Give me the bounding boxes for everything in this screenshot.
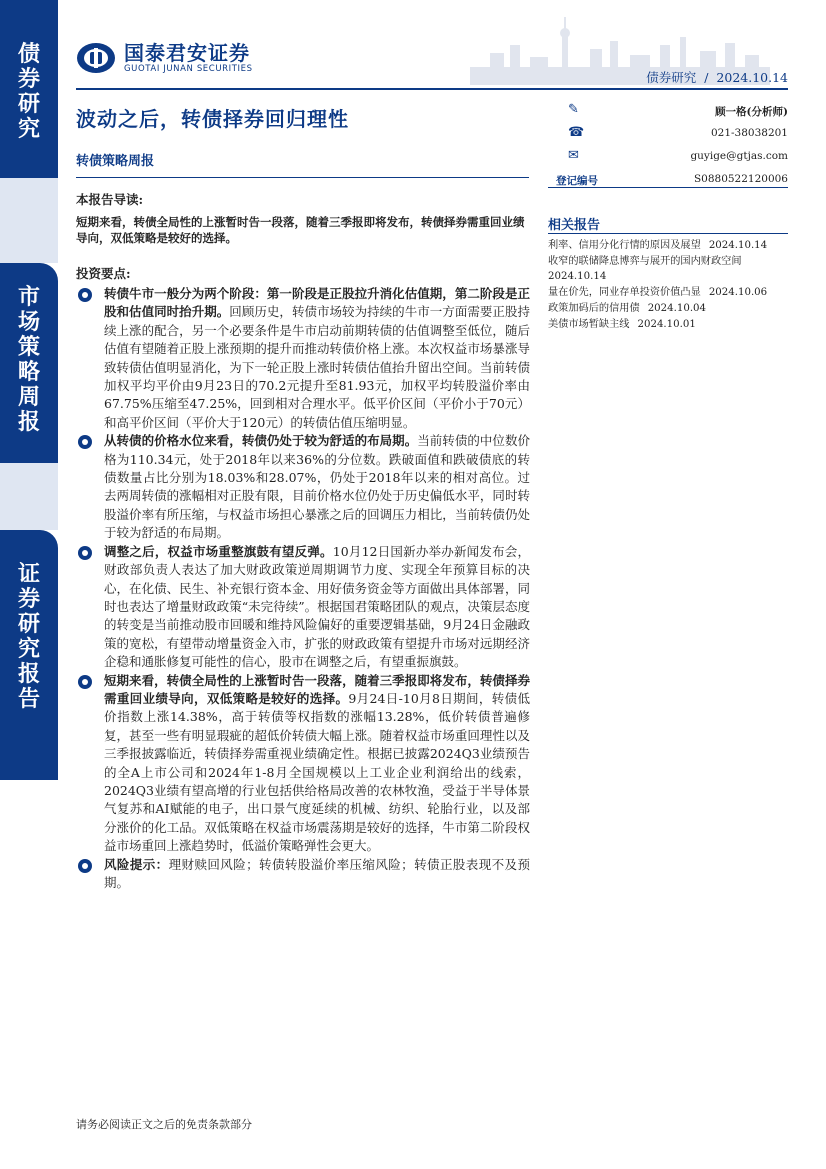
sidebar-label-securities-report: 证 券 研 究 报 告: [17, 562, 40, 712]
related-reports-divider: [548, 233, 788, 234]
related-report-item[interactable]: [548, 254, 793, 284]
bullet-icon: [78, 546, 92, 560]
left-sidebar: [0, 0, 60, 1169]
pen-icon: ✎: [568, 102, 579, 117]
analyst-info: [548, 100, 788, 192]
point-text: 当前转债的中位数价格为110.34元，处于2018年以来36%的分位数。跌破面值和跌破债底的转债数量占比分别为18.03%和28.07%，仍处于2018年以来的相对高位。过去两周转债的涨幅相对正股有限，目前价格水位仍处于历史偏低水平，同时转股溢价率有所压缩，与权益市场担心暴涨之后的回调压力相比，当前转债仍处于较为舒适的布局期。: [104, 433, 530, 541]
header-meta: [642, 68, 788, 86]
disclaimer-footer: 请务必阅读正文之后的免责条款部分: [76, 1118, 252, 1131]
investment-points: [76, 285, 530, 892]
related-report-title[interactable]: 美债市场暂缺主线: [548, 319, 630, 330]
logo-mark-icon: [76, 42, 116, 74]
intro-heading: 本报告导读:: [76, 192, 144, 207]
registration-label: 登记编号: [556, 175, 598, 187]
point-lead: 转债牛市一般分为两个阶段：第一阶段是正股拉升消化估值期，第二阶段是正股和估值同时抬升期。: [104, 286, 530, 320]
point-lead: 从转债的价格水位来看，转债仍处于较为舒适的布局期。: [104, 433, 418, 449]
report-subtitle: 转债策略周报: [76, 154, 155, 169]
related-report-date: 2024.10.14: [548, 271, 607, 282]
related-report-item[interactable]: [548, 317, 793, 332]
bullet-icon: [78, 288, 92, 302]
point-lead: 风险提示：: [104, 856, 169, 872]
related-report-item[interactable]: [548, 301, 793, 316]
registration-number: S0880522120006: [693, 173, 788, 185]
sidebar-gap: [0, 178, 58, 263]
related-report-date: 2024.10.04: [647, 303, 707, 314]
analyst-phone: 021-38038201: [710, 127, 788, 139]
sidebar-block-market-strategy: [0, 263, 58, 463]
bullet-icon: [78, 675, 92, 689]
point-item: [76, 432, 530, 542]
company-logo: [76, 42, 253, 74]
header-separator: /: [704, 70, 709, 85]
report-category: 债券研究: [646, 70, 697, 85]
related-report-title[interactable]: 收窄的联储降息博弈与展开的国内财政空间: [548, 256, 742, 267]
analyst-name: 顾一格(分析师): [715, 106, 788, 118]
point-text: 理财赎回风险；转债转股溢价率压缩风险；转债正股表现不及预期。: [104, 856, 530, 890]
related-report-item[interactable]: [548, 285, 793, 300]
point-item: [76, 543, 530, 672]
related-report-item[interactable]: [548, 238, 793, 253]
point-item: [76, 285, 530, 432]
related-report-date: 2024.10.06: [708, 287, 768, 298]
logo-english-name: GUOTAI JUNAN SECURITIES: [124, 64, 253, 74]
analyst-divider: [548, 187, 788, 188]
point-item: [76, 856, 530, 893]
mail-icon: ✉: [568, 148, 579, 163]
analyst-email[interactable]: guyige@gtjas.com: [690, 150, 788, 162]
bullet-icon: [78, 435, 92, 449]
related-reports-list: [548, 238, 793, 333]
point-lead: 短期来看，转债全局性的上涨暂时告一段落，随着三季报即将发布，转债择券需重回业绩导向，双低策略是较好的选择。: [104, 672, 530, 706]
point-lead: 调整之后，权益市场重整旗鼓有望反弹。: [104, 543, 333, 559]
related-report-date: 2024.10.01: [637, 319, 696, 330]
header-divider: [76, 88, 788, 90]
point-text: 9月24日-10月8日期间，转债低价指数上涨14.38%，高于转债等权指数的涨幅13.28%，低价转债普遍修复，甚至一些有明显瑕疵的超低价转债大幅上涨。随着权益市场重回理性以及三季报披露临近，转债择券需重视业绩确定性。根据已披露2024Q3业绩预告的全A上市公司和2024年1-8月全国规模以上工业企业利润给出的线索，2024Q3业绩有望高增的行业包括供给格局改善的农林牧渔，受益于半导体景气复苏和AI赋能的电子，出口景气度延续的机械、纺织、轮胎行业，以及部分涨价的化工品。双低策略在权益市场震荡期是较好的选择，牛市第二阶段权益市场重回上涨趋势时，低溢价策略弹性会更大。: [104, 690, 530, 854]
intro-body: 短期来看，转债全局性的上涨暂时告一段落，随着三季报即将发布，转债择券需重回业绩导向，双低策略是较好的选择。: [76, 215, 525, 245]
related-report-title[interactable]: 利率、信用分化行情的原因及展望: [548, 240, 701, 251]
related-report-title[interactable]: 量在价先，同业存单投资价值凸显: [548, 287, 701, 298]
sidebar-label-bond-research: 债 券 研 究: [17, 42, 40, 142]
related-report-date: 2024.10.14: [708, 240, 768, 251]
title-divider: [76, 177, 529, 178]
points-heading: 投资要点:: [76, 266, 131, 281]
sidebar-block-securities-report: [0, 530, 58, 780]
sidebar-block-bond-research: [0, 0, 58, 178]
bullet-icon: [78, 859, 92, 873]
related-reports-title: 相关报告: [548, 218, 601, 233]
phone-icon: ☎: [568, 125, 585, 140]
point-text: 回顾历史，转债市场较为持续的牛市一方面需要正股持续上涨的配合，另一个必要条件是牛市启动前期转债的估值调整至低位，随后估值有望随着正股上涨预期的提升而推动转债价格上涨。本次权益市场暴涨导致转债估值明显消化，为下一轮正股上涨时转债估值抬升留出空间。当前转债加权平均平价由9月23日的70.2元提升至81.93元，加权平均转股溢价率由67.75%压缩至47.25%，回到相对合理水平。低平价区间（平价小于70元）和高平价区间（平价大于120元）的转债估值压缩明显。: [104, 304, 530, 430]
sidebar-label-market-strategy: 市 场 策 略 周 报: [17, 285, 40, 435]
related-report-title[interactable]: 政策加码后的信用债: [548, 303, 640, 314]
report-date: 2024.10.14: [716, 70, 788, 85]
point-item: [76, 672, 530, 856]
logo-chinese-name: 国泰君安证券: [124, 41, 250, 65]
sidebar-gap: [0, 463, 58, 530]
report-title: 波动之后，转债择券回归理性: [76, 107, 349, 131]
point-text: 10月12日国新办举办新闻发布会，财政部负责人表达了加大财政政策逆周期调节力度、实现全年预算目标的决心，在化债、民生、补充银行资本金、用好债务资金等方面做出具体部署，同时也表达了增量财政政策“未完待续”。根据国君策略团队的观点，决策层态度的转变是当前推动股市回暖和维持风险偏好的重要逻辑基础，9月24日金融政策的宽松，有望带动增量资金入市，扩张的财政政策有望提升市场对远期经济企稳和通胀修复可能性的信心，股市在调整之后，有望重振旗鼓。: [104, 543, 530, 670]
